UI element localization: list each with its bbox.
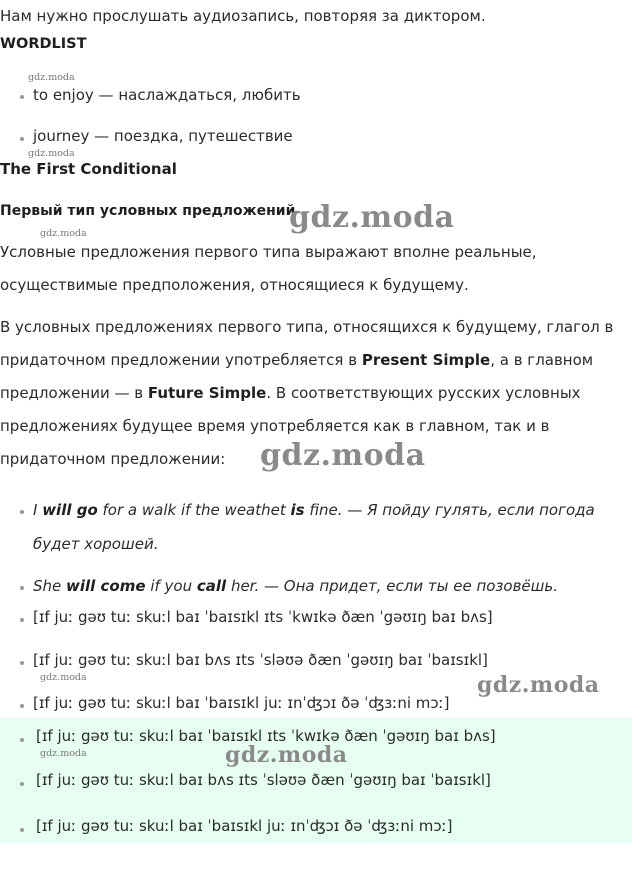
watermark-small: gdz.moda — [40, 228, 87, 239]
text: if you — [145, 577, 197, 595]
watermark-small: gdz.moda — [40, 748, 87, 759]
bullet — [20, 618, 24, 622]
verb: is — [290, 501, 305, 519]
verb: will come — [66, 577, 146, 595]
paragraph-line — [0, 377, 581, 410]
text: предложении — в — [0, 384, 148, 402]
watermark-small: gdz.moda — [28, 72, 75, 83]
text: for a walk if the weathet — [97, 501, 291, 519]
transcription: [ɪf juː gəʊ tuː skuːl baɪ ˈbaɪsɪkl juː ɪnˈʤɔɪ ðə ˈʤɜːni mɔː] — [36, 817, 453, 835]
section-title: The First Conditional — [0, 160, 177, 178]
subtitle: Первый тип условных предложений — [0, 203, 296, 219]
example-sentence — [33, 570, 558, 603]
watermark-small: gdz.moda — [40, 672, 87, 683]
transcription: [ɪf juː gəʊ tuː skuːl baɪ ˈbaɪsɪkl ɪts ˈkwɪkə ðæn ˈgəʊɪŋ baɪ bʌs] — [33, 608, 493, 626]
paragraph-line — [0, 344, 593, 377]
watermark-large: gdz.moda — [225, 742, 348, 768]
term-present-simple: Present Simple — [361, 351, 491, 369]
verb: will go — [42, 501, 98, 519]
bullet — [20, 586, 24, 590]
text: her. — Она придет, если ты ее позовёшь. — [226, 577, 558, 595]
text: , а в главном — [490, 351, 594, 369]
watermark-large: gdz.moda — [477, 672, 600, 698]
example-sentence — [33, 494, 595, 527]
text: придаточном предложении употребляется в — [0, 351, 362, 369]
wordlist-item: journey — поездка, путешествие — [33, 127, 293, 145]
term-future-simple: Future Simple — [147, 384, 267, 402]
transcription: [ɪf juː gəʊ tuː skuːl baɪ ˈbaɪsɪkl ɪts ˈkwɪkə ðæn ˈgəʊɪŋ baɪ bʌs] — [36, 727, 496, 745]
bullet — [20, 828, 24, 832]
text: I — [33, 501, 43, 519]
text: She — [33, 577, 67, 595]
text: fine. — Я пойду гулять, если погода — [304, 501, 595, 519]
bullet — [20, 137, 24, 141]
watermark-large: gdz.moda — [260, 438, 426, 473]
watermark-large: gdz.moda — [289, 200, 455, 235]
example-sentence-cont: будет хорошей. — [33, 535, 159, 553]
intro-text: Нам нужно прослушать аудиозапись, повторяя за диктором. — [0, 7, 486, 25]
wordlist-heading: WORDLIST — [0, 36, 87, 52]
verb: call — [196, 577, 227, 595]
bullet — [20, 704, 24, 708]
paragraph-line: осуществимые предположения, относящиеся к будущему. — [0, 276, 469, 294]
paragraph-line: В условных предложениях первого типа, относящихся к будущему, глагол в — [0, 318, 614, 336]
bullet — [20, 782, 24, 786]
transcription: [ɪf juː gəʊ tuː skuːl baɪ bʌs ɪts ˈsləʊə ðæn ˈgəʊɪŋ baɪ ˈbaɪsɪkl] — [33, 651, 488, 669]
paragraph-line: придаточном предложении: — [0, 450, 226, 468]
text: . В соответствующих русских условных — [266, 384, 581, 402]
transcription: [ɪf juː gəʊ tuː skuːl baɪ ˈbaɪsɪkl juː ɪnˈʤɔɪ ðə ˈʤɜːni mɔː] — [33, 694, 450, 712]
bullet — [20, 661, 24, 665]
bullet — [20, 95, 24, 99]
paragraph-line: предложениях будущее время употребляется как в главном, так и в — [0, 417, 550, 435]
watermark-small: gdz.moda — [28, 148, 75, 159]
wordlist-item: to enjoy — наслаждаться, любить — [33, 86, 301, 104]
bullet — [20, 738, 24, 742]
paragraph-line: Условные предложения первого типа выражают вполне реальные, — [0, 243, 537, 261]
bullet — [20, 510, 24, 514]
transcription: [ɪf juː gəʊ tuː skuːl baɪ bʌs ɪts ˈsləʊə ðæn ˈgəʊɪŋ baɪ ˈbaɪsɪkl] — [36, 771, 491, 789]
